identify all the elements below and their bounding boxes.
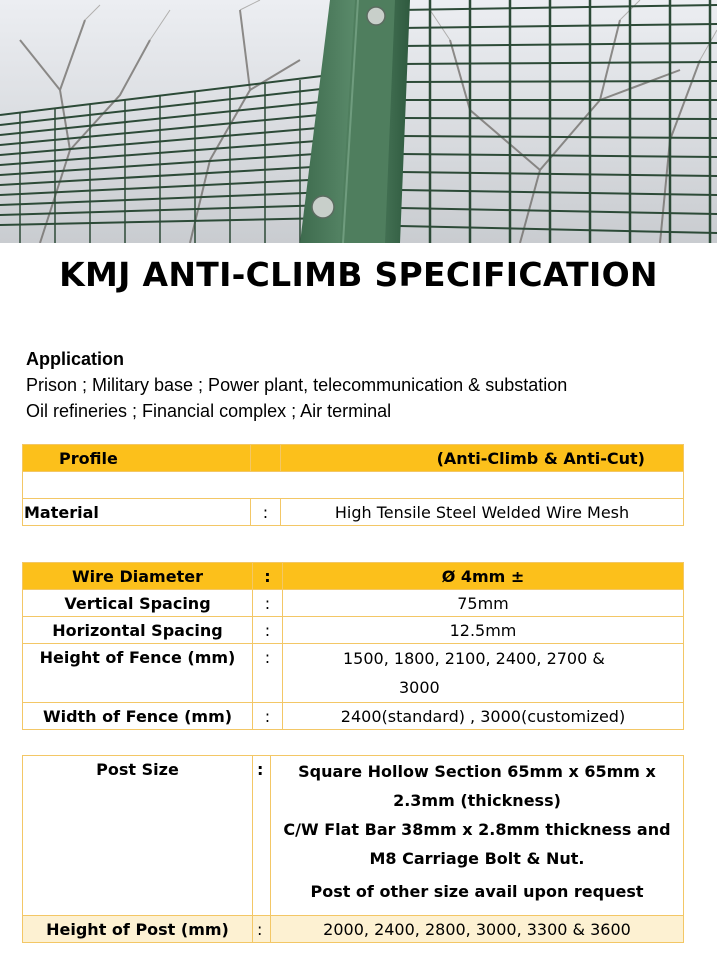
material-label: Material bbox=[23, 499, 251, 526]
post-size-row bbox=[23, 756, 684, 916]
spec-value: Ø 4mm ± bbox=[283, 563, 684, 590]
spec-label: Horizontal Spacing bbox=[23, 617, 253, 644]
spec-row-horizontal-spacing bbox=[23, 617, 684, 644]
application-section bbox=[26, 346, 696, 424]
post-table bbox=[22, 755, 684, 943]
fence-photo bbox=[0, 0, 717, 243]
spec-label: Height of Fence (mm) bbox=[23, 644, 253, 703]
height-of-post-row bbox=[23, 916, 684, 943]
spec-colon: : bbox=[253, 644, 283, 703]
profile-table bbox=[22, 444, 684, 526]
spec-row-vertical-spacing bbox=[23, 590, 684, 617]
post-size-line-3: C/W Flat Bar 38mm x 2.8mm thickness and bbox=[283, 820, 671, 839]
profile-value: (Anti-Climb & Anti-Cut) bbox=[281, 445, 684, 472]
height-of-post-label: Height of Post (mm) bbox=[23, 916, 253, 943]
spec-row-height-of-fence bbox=[23, 644, 684, 703]
height-of-post-value: 2000, 2400, 2800, 3000, 3300 & 3600 bbox=[271, 916, 684, 943]
post-size-line-2: 2.3mm (thickness) bbox=[393, 791, 561, 810]
spec-label: Wire Diameter bbox=[23, 563, 253, 590]
spec-table bbox=[22, 562, 684, 730]
spec-label: Width of Fence (mm) bbox=[23, 703, 253, 730]
material-value: High Tensile Steel Welded Wire Mesh bbox=[281, 499, 684, 526]
spec-value: 75mm bbox=[283, 590, 684, 617]
spec-colon: : bbox=[253, 563, 283, 590]
height-of-post-colon: : bbox=[253, 916, 271, 943]
spec-colon: : bbox=[253, 590, 283, 617]
spec-colon: : bbox=[253, 617, 283, 644]
material-row bbox=[23, 499, 684, 526]
spec-value-line-1: 1500, 1800, 2100, 2400, 2700 & bbox=[343, 649, 605, 668]
fence-photo-illustration bbox=[0, 0, 717, 243]
profile-label: Profile bbox=[23, 445, 251, 472]
spec-colon: : bbox=[253, 703, 283, 730]
profile-row bbox=[23, 445, 684, 472]
post-size-colon: : bbox=[253, 756, 271, 916]
post-size-value bbox=[271, 756, 684, 916]
application-line-1: Prison ; Military base ; Power plant, telecommunication & substation bbox=[26, 375, 568, 395]
post-size-line-1: Square Hollow Section 65mm x 65mm x bbox=[298, 762, 656, 781]
material-colon: : bbox=[251, 499, 281, 526]
blank-row bbox=[23, 472, 684, 499]
spec-value-multiline bbox=[283, 644, 684, 703]
spec-row-wire-diameter bbox=[23, 563, 684, 590]
spec-row-width-of-fence bbox=[23, 703, 684, 730]
spec-value: 12.5mm bbox=[283, 617, 684, 644]
application-heading: Application bbox=[26, 349, 124, 369]
application-line-2: Oil refineries ; Financial complex ; Air terminal bbox=[26, 401, 392, 421]
spec-value-line-2: 3000 bbox=[399, 678, 440, 697]
post-size-line-4: M8 Carriage Bolt & Nut. bbox=[369, 849, 585, 868]
spec-value: 2400(standard) , 3000(customized) bbox=[283, 703, 684, 730]
post-size-note: Post of other size avail upon request bbox=[310, 882, 644, 901]
post-size-label: Post Size bbox=[23, 756, 253, 916]
page-title: KMJ ANTI-CLIMB SPECIFICATION bbox=[59, 255, 658, 294]
spec-label: Vertical Spacing bbox=[23, 590, 253, 617]
